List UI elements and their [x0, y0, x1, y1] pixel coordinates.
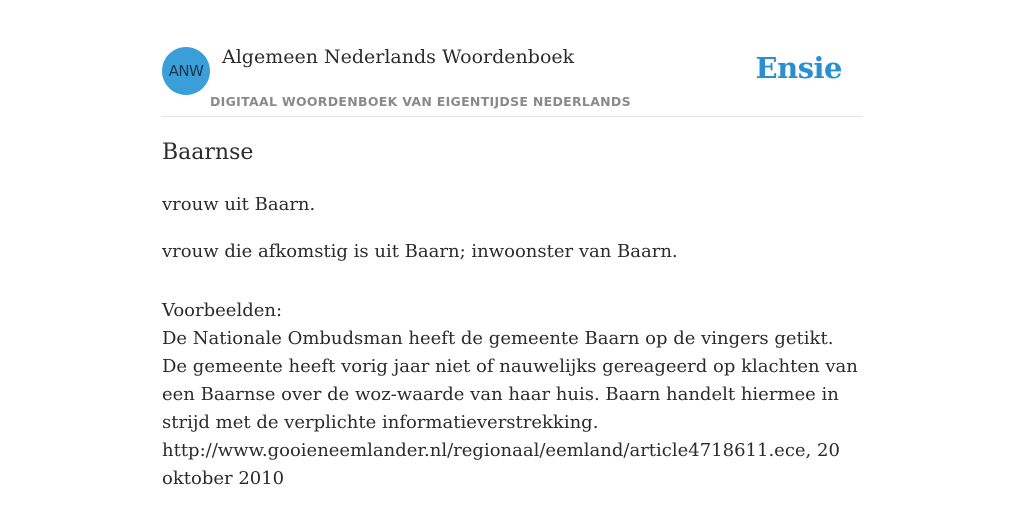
site-title[interactable]: Algemeen Nederlands Woordenboek — [222, 46, 575, 68]
page-header — [162, 0, 862, 117]
short-definition: vrouw uit Baarn. — [162, 194, 316, 215]
entry-headword: Baarnse — [162, 140, 254, 165]
page-container — [162, 0, 862, 489]
example-text: De Nationale Ombudsman heeft de gemeente Baarn op de vingers getikt. De gemeente heeft vorig jaar niet of nauwelijks gereageerd op klachten van een Baarnse over de woz-waarde van haar huis. Baarn handelt hiermee in strijd met de verplichte informatieverstrekking. — [162, 328, 858, 433]
examples-label: Voorbeelden: — [162, 300, 283, 321]
example-source: http://www.gooieneemlander.nl/regionaal/eemland/article4718611.ece, 20 oktober 2010 — [162, 440, 840, 489]
long-definition: vrouw die afkomstig is uit Baarn; inwoonster van Baarn. — [162, 241, 678, 262]
examples-section — [162, 297, 862, 493]
anw-logo[interactable]: ANW — [162, 47, 210, 95]
site-subtitle: DIGITAAL WOORDENBOEK VAN EIGENTIJDSE NEDERLANDS — [210, 94, 631, 109]
ensie-brand-logo[interactable]: Ensie — [755, 51, 842, 85]
